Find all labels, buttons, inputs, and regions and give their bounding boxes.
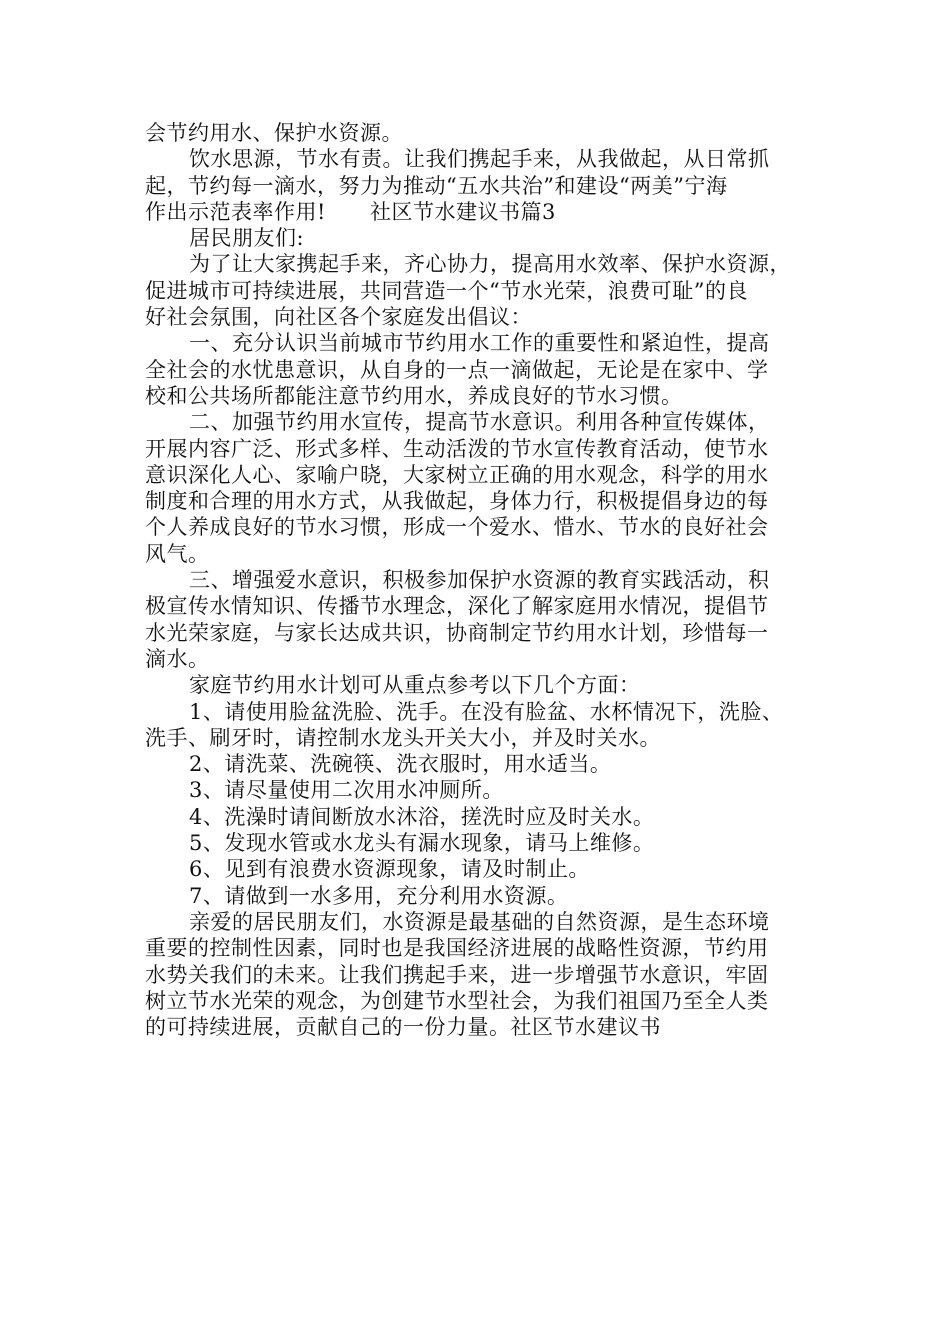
text-line-content: 饮水思源，节水有责。让我们携起手来，从我做起，从日常抓 — [189, 147, 770, 172]
text-line — [145, 593, 810, 619]
text-line-content: 全社会的水忧患意识，从自身的一点一滴做起，无论是在家中、学 — [145, 357, 769, 382]
text-line — [145, 462, 810, 488]
text-line — [145, 777, 810, 803]
text-line-content: 三、增强爱水意识，积极参加保护水资源的教育实践活动，积 — [189, 568, 770, 593]
text-line — [145, 751, 810, 777]
text-line — [145, 173, 810, 199]
text-line — [145, 725, 810, 751]
text-line-content: 个人养成良好的节水习惯，形成一个爱水、惜水、节水的良好社会 — [145, 515, 769, 540]
text-line — [145, 909, 810, 935]
text-line-content: 重要的控制性因素，同时也是我国经济进展的战略性资源，节约用 — [145, 936, 769, 961]
text-line — [145, 883, 810, 909]
text-line — [145, 278, 810, 304]
text-line — [145, 357, 810, 383]
text-line-content: 3、请尽量使用二次用水冲厕所。 — [189, 778, 504, 803]
text-line — [145, 620, 810, 646]
text-line-content: 作出示范表率作用! — [145, 199, 326, 224]
document-body — [145, 120, 810, 1040]
text-line — [145, 646, 810, 672]
text-line-content: 2、请洗菜、洗碗筷、洗衣服时，用水适当。 — [189, 752, 612, 777]
text-line-content: 二、加强节约用水宣传，提高节水意识。利用各种宣传媒体， — [189, 410, 770, 435]
text-line-content: 制度和合理的用水方式，从我做起，身体力行，积极提倡身边的每 — [145, 489, 769, 514]
text-line-content: 风气。 — [145, 541, 210, 566]
text-line-content: 的可持续进展，贡献自己的一份力量。社区节水建议书 — [145, 1015, 661, 1040]
text-line-content: 会节约用水、保护水资源。 — [145, 121, 403, 145]
text-line-content: 滴水。 — [145, 646, 210, 671]
text-line-content: 一、充分认识当前城市节约用水工作的重要性和紧迫性，提高 — [189, 331, 770, 356]
text-line — [145, 383, 810, 409]
text-line — [145, 962, 810, 988]
text-line-content: 起，节约每一滴水，努力为推动“五水共治”和建设“两美”宁海 — [145, 173, 728, 198]
text-line-content: 洗手、刷牙时，请控制水龙头开关大小，并及时关水。 — [145, 725, 661, 750]
text-line-content: 7、请做到一水多用，充分利用水资源。 — [189, 883, 569, 908]
text-line-content: 促进城市可持续进展，共同营造一个“节水光荣，浪费可耻”的良 — [145, 278, 748, 303]
text-line — [145, 856, 810, 882]
text-line-content: 6、见到有浪费水资源现象，请及时制止。 — [189, 857, 590, 882]
text-line — [145, 672, 810, 698]
text-line-content: 水光荣家庭，与家长达成共识，协商制定节约用水计划，珍惜每一 — [145, 620, 769, 645]
text-line — [145, 541, 810, 567]
text-line — [145, 935, 810, 961]
text-line — [145, 120, 810, 146]
text-line — [145, 304, 810, 330]
text-line — [145, 830, 810, 856]
text-line-content: 家庭节约用水计划可从重点参考以下几个方面： — [189, 673, 641, 698]
text-line — [145, 1014, 810, 1040]
text-line-content: 居民朋友们: — [189, 226, 305, 251]
text-line-content: 意识深化人心、家喻户晓，大家树立正确的用水观念，科学的用水 — [145, 462, 769, 487]
text-line-content: 校和公共场所都能注意节约用水，养成良好的节水习惯。 — [145, 383, 683, 408]
text-line-content: 1、请使用脸盆洗脸、洗手。在没有脸盆、水杯情况下，洗脸、 — [189, 699, 784, 724]
text-line — [145, 699, 810, 725]
text-line — [145, 804, 810, 830]
text-line — [145, 251, 810, 277]
text-line-content: 树立节水光荣的观念，为创建节水型社会，为我们祖国乃至全人类 — [145, 988, 769, 1013]
text-line-content: 水势关我们的未来。让我们携起手来，进一步增强节水意识，牢固 — [145, 962, 769, 987]
text-line — [145, 567, 810, 593]
text-line-content: 亲爱的居民朋友们，水资源是最基础的自然资源，是生态环境 — [189, 909, 770, 934]
text-line — [145, 225, 810, 251]
text-line — [145, 988, 810, 1014]
text-line — [145, 514, 810, 540]
text-line — [145, 409, 810, 435]
text-line-content: 开展内容广泛、形式多样、生动活泼的节水宣传教育活动，使节水 — [145, 436, 769, 461]
text-line-content: 5、发现水管或水龙头有漏水现象，请马上维修。 — [189, 831, 655, 856]
section-heading: 社区节水建议书篇3 — [369, 199, 556, 224]
text-line — [145, 488, 810, 514]
text-line — [145, 330, 810, 356]
text-line-content: 极宣传水情知识、传播节水理念，深化了解家庭用水情况，提倡节 — [145, 594, 769, 619]
text-line-content: 为了让大家携起手来，齐心协力，提高用水效率、保护水资源， — [189, 252, 791, 277]
text-line — [145, 436, 810, 462]
text-line — [145, 199, 810, 225]
text-line-content: 4、洗澡时请间断放水沐浴，搓洗时应及时关水。 — [189, 804, 655, 829]
text-line — [145, 146, 810, 172]
text-line-content: 好社会氛围，向社区各个家庭发出倡议： — [145, 305, 532, 330]
